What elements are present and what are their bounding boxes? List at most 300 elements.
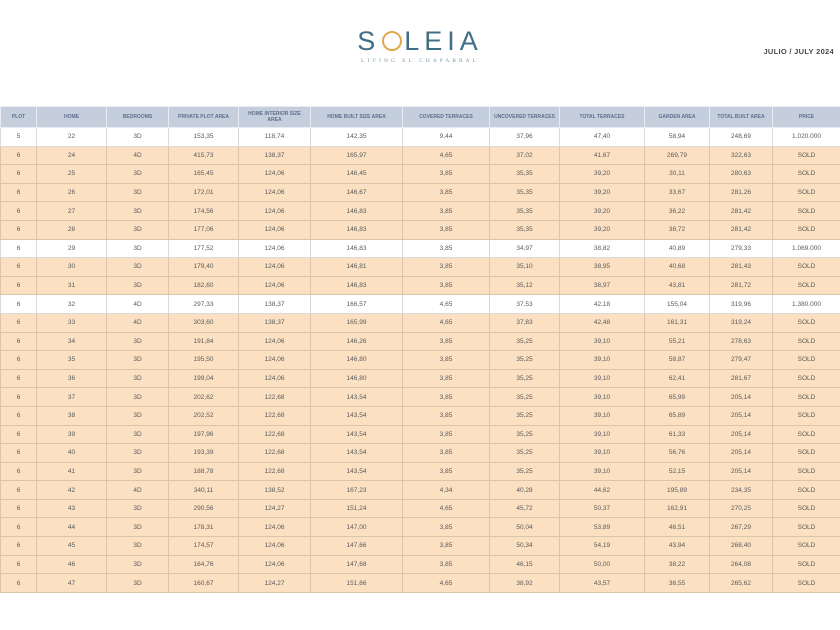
table-cell: 147,00 [311, 518, 403, 537]
table-cell: 36,22 [645, 202, 710, 221]
table-cell: 146,67 [311, 183, 403, 202]
table-cell: 46 [37, 555, 107, 574]
table-cell: 42,18 [560, 295, 645, 314]
table-cell: 38,22 [645, 555, 710, 574]
table-cell: 146,83 [311, 276, 403, 295]
table-cell: 65,99 [645, 388, 710, 407]
table-cell: 27 [37, 202, 107, 221]
table-cell: 138,37 [239, 313, 311, 332]
price-cell: SOLD [773, 332, 840, 351]
table-cell: 202,62 [169, 388, 239, 407]
table-cell: 6 [1, 406, 37, 425]
table-cell: 35,25 [490, 406, 560, 425]
price-cell: SOLD [773, 481, 840, 500]
table-cell: 44,62 [560, 481, 645, 500]
table-cell: 61,33 [645, 425, 710, 444]
table-cell: 146,45 [311, 165, 403, 184]
table-row [1, 258, 840, 277]
table-cell: 39,20 [560, 220, 645, 239]
table-row [1, 555, 840, 574]
table-cell: 3D [107, 425, 169, 444]
price-cell: 1.020.000 [773, 128, 840, 147]
table-cell: 146,83 [311, 239, 403, 258]
table-cell: 124,06 [239, 183, 311, 202]
price-cell: SOLD [773, 406, 840, 425]
table-cell: 340,11 [169, 481, 239, 500]
table-cell: 40,28 [490, 481, 560, 500]
table-cell: 146,26 [311, 332, 403, 351]
table-cell: 4,65 [403, 499, 490, 518]
table-cell: 43 [37, 499, 107, 518]
table-cell: 38,92 [490, 574, 560, 593]
table-cell: 4D [107, 481, 169, 500]
table-cell: 124,06 [239, 351, 311, 370]
table-cell: 43,81 [645, 276, 710, 295]
table-row [1, 239, 840, 258]
table-cell: 3,85 [403, 276, 490, 295]
table-cell: 6 [1, 295, 37, 314]
table-cell: 6 [1, 183, 37, 202]
table-cell: 65,89 [645, 406, 710, 425]
table-cell: 205,14 [710, 406, 773, 425]
table-cell: 3,85 [403, 425, 490, 444]
table-cell: 4,65 [403, 295, 490, 314]
table-cell: 35,25 [490, 351, 560, 370]
table-row [1, 202, 840, 221]
table-cell: 35,35 [490, 165, 560, 184]
table-cell: 124,06 [239, 165, 311, 184]
price-cell: SOLD [773, 146, 840, 165]
table-row [1, 388, 840, 407]
table-cell: 50,34 [490, 537, 560, 556]
table-cell: 265,62 [710, 574, 773, 593]
table-cell: 6 [1, 239, 37, 258]
table-cell: 281,42 [710, 220, 773, 239]
table-cell: 3D [107, 388, 169, 407]
table-cell: 6 [1, 388, 37, 407]
table-cell: 3,85 [403, 388, 490, 407]
table-cell: 122,68 [239, 425, 311, 444]
table-cell: 3,85 [403, 369, 490, 388]
column-header: UNCOVERED TERRACES [490, 107, 560, 128]
table-cell: 4,65 [403, 313, 490, 332]
table-cell: 146,80 [311, 351, 403, 370]
table-cell: 33 [37, 313, 107, 332]
table-cell: 41,67 [560, 146, 645, 165]
column-header: PLOT [1, 107, 37, 128]
table-cell: 6 [1, 332, 37, 351]
table-cell: 165,45 [169, 165, 239, 184]
table-row [1, 165, 840, 184]
table-cell: 3,85 [403, 444, 490, 463]
table-cell: 197,96 [169, 425, 239, 444]
table-cell: 55,21 [645, 332, 710, 351]
table-cell: 3D [107, 555, 169, 574]
table-cell: 43,57 [560, 574, 645, 593]
table-cell: 172,01 [169, 183, 239, 202]
table-cell: 3,85 [403, 258, 490, 277]
table-cell: 40 [37, 444, 107, 463]
table-cell: 30,11 [645, 165, 710, 184]
table-body [1, 128, 840, 593]
table-cell: 122,68 [239, 462, 311, 481]
table-cell: 22 [37, 128, 107, 147]
price-cell: SOLD [773, 165, 840, 184]
table-row [1, 499, 840, 518]
table-cell: 3,85 [403, 332, 490, 351]
table-cell: 58,94 [645, 128, 710, 147]
table-row [1, 425, 840, 444]
table-cell: 122,68 [239, 388, 311, 407]
table-cell: 195,50 [169, 351, 239, 370]
column-header: COVERED TERRACES [403, 107, 490, 128]
table-cell: 58,87 [645, 351, 710, 370]
table-cell: 124,06 [239, 220, 311, 239]
table-cell: 48,51 [645, 518, 710, 537]
table-cell: 281,43 [710, 258, 773, 277]
table-cell: 34 [37, 332, 107, 351]
table-cell: 165,97 [311, 146, 403, 165]
price-list-date: JULIO / JULY 2024 [763, 47, 834, 56]
table-cell: 6 [1, 313, 37, 332]
table-cell: 319,24 [710, 313, 773, 332]
column-header: BEDROOMS [107, 107, 169, 128]
table-row [1, 220, 840, 239]
table-cell: 53,89 [560, 518, 645, 537]
table-cell: 147,68 [311, 555, 403, 574]
table-cell: 151,24 [311, 499, 403, 518]
table-cell: 151,66 [311, 574, 403, 593]
table-cell: 6 [1, 518, 37, 537]
table-cell: 26 [37, 183, 107, 202]
table-cell: 40,89 [645, 239, 710, 258]
table-cell: 415,73 [169, 146, 239, 165]
table-cell: 118,74 [239, 128, 311, 147]
table-cell: 4D [107, 146, 169, 165]
table-cell: 3D [107, 258, 169, 277]
table-cell: 3D [107, 574, 169, 593]
table-cell: 122,68 [239, 406, 311, 425]
table-cell: 6 [1, 499, 37, 518]
table-cell: 3,85 [403, 202, 490, 221]
column-header: TOTAL TERRACES [560, 107, 645, 128]
table-cell: 24 [37, 146, 107, 165]
table-cell: 322,63 [710, 146, 773, 165]
price-cell: SOLD [773, 276, 840, 295]
table-cell: 43,94 [645, 537, 710, 556]
table-cell: 37,96 [490, 128, 560, 147]
table-cell: 122,68 [239, 444, 311, 463]
table-cell: 3D [107, 369, 169, 388]
table-cell: 39,10 [560, 406, 645, 425]
column-header: PRIVATE PLOT AREA [169, 107, 239, 128]
table-cell: 124,27 [239, 499, 311, 518]
table-cell: 3D [107, 165, 169, 184]
table-cell: 4D [107, 295, 169, 314]
table-cell: 34,97 [490, 239, 560, 258]
table-cell: 39,10 [560, 332, 645, 351]
table-cell: 279,47 [710, 351, 773, 370]
table-cell: 177,52 [169, 239, 239, 258]
table-row [1, 332, 840, 351]
table-cell: 146,83 [311, 202, 403, 221]
table-cell: 45 [37, 537, 107, 556]
table-cell: 248,69 [710, 128, 773, 147]
table-cell: 35,25 [490, 388, 560, 407]
price-cell: SOLD [773, 313, 840, 332]
table-cell: 193,39 [169, 444, 239, 463]
price-cell: SOLD [773, 444, 840, 463]
table-cell: 4,34 [403, 481, 490, 500]
table-cell: 124,06 [239, 276, 311, 295]
table-row [1, 444, 840, 463]
table-cell: 3D [107, 128, 169, 147]
table-cell: 138,37 [239, 295, 311, 314]
table-cell: 124,06 [239, 239, 311, 258]
table-cell: 146,80 [311, 369, 403, 388]
sun-icon [382, 31, 402, 51]
table-cell: 42,48 [560, 313, 645, 332]
table-row [1, 481, 840, 500]
table-cell: 3,85 [403, 555, 490, 574]
price-cell: SOLD [773, 555, 840, 574]
table-cell: 303,60 [169, 313, 239, 332]
table-cell: 39,10 [560, 388, 645, 407]
price-cell: 1.069.000 [773, 239, 840, 258]
table-cell: 155,04 [645, 295, 710, 314]
table-cell: 234,35 [710, 481, 773, 500]
table-cell: 147,66 [311, 537, 403, 556]
table-cell: 199,04 [169, 369, 239, 388]
table-cell: 37,53 [490, 295, 560, 314]
table-cell: 39,20 [560, 183, 645, 202]
table-cell: 177,06 [169, 220, 239, 239]
table-cell: 28 [37, 220, 107, 239]
table-cell: 297,33 [169, 295, 239, 314]
table-cell: 35,35 [490, 202, 560, 221]
table-row [1, 183, 840, 202]
column-header: HOME BUILT SIZE AREA [311, 107, 403, 128]
table-cell: 33,67 [645, 183, 710, 202]
table-cell: 39,10 [560, 351, 645, 370]
table-cell: 3,85 [403, 183, 490, 202]
table-cell: 138,37 [239, 146, 311, 165]
table-cell: 6 [1, 220, 37, 239]
table-cell: 205,14 [710, 462, 773, 481]
table-cell: 143,54 [311, 462, 403, 481]
table-cell: 6 [1, 462, 37, 481]
table-cell: 3,85 [403, 220, 490, 239]
table-cell: 32 [37, 295, 107, 314]
table-cell: 5 [1, 128, 37, 147]
table-row [1, 462, 840, 481]
table-cell: 3D [107, 518, 169, 537]
table-cell: 3D [107, 406, 169, 425]
price-list-table [0, 106, 840, 593]
table-cell: 56,76 [645, 444, 710, 463]
table-cell: 6 [1, 258, 37, 277]
table-cell: 3D [107, 183, 169, 202]
price-cell: SOLD [773, 425, 840, 444]
table-cell: 39,10 [560, 425, 645, 444]
price-cell: SOLD [773, 518, 840, 537]
table-cell: 39,10 [560, 369, 645, 388]
table-cell: 264,08 [710, 555, 773, 574]
table-cell: 142,35 [311, 128, 403, 147]
table-cell: 146,81 [311, 258, 403, 277]
table-cell: 6 [1, 425, 37, 444]
table-cell: 124,06 [239, 369, 311, 388]
table-cell: 167,23 [311, 481, 403, 500]
table-cell: 31 [37, 276, 107, 295]
table-cell: 124,06 [239, 202, 311, 221]
table-row [1, 146, 840, 165]
table-cell: 50,04 [490, 518, 560, 537]
table-cell: 3D [107, 332, 169, 351]
table-cell: 205,14 [710, 388, 773, 407]
table-cell: 3D [107, 462, 169, 481]
table-cell: 62,41 [645, 369, 710, 388]
table-cell: 6 [1, 202, 37, 221]
table-cell: 178,31 [169, 518, 239, 537]
table-cell: 39,10 [560, 444, 645, 463]
table-row [1, 351, 840, 370]
table-cell: 25 [37, 165, 107, 184]
table-cell: 269,79 [645, 146, 710, 165]
table-cell: 281,67 [710, 369, 773, 388]
price-cell: SOLD [773, 462, 840, 481]
table-cell: 38,97 [560, 276, 645, 295]
brand-logo [0, 26, 840, 64]
table-cell: 188,78 [169, 462, 239, 481]
column-header: TOTAL BUILT AREA [710, 107, 773, 128]
table-cell: 35,25 [490, 444, 560, 463]
table-cell: 37,83 [490, 313, 560, 332]
table-cell: 6 [1, 165, 37, 184]
table-cell: 38,72 [645, 220, 710, 239]
table-cell: 38 [37, 406, 107, 425]
table-cell: 6 [1, 351, 37, 370]
table-cell: 38,55 [645, 574, 710, 593]
table-cell: 30 [37, 258, 107, 277]
table-cell: 47,40 [560, 128, 645, 147]
table-cell: 281,72 [710, 276, 773, 295]
table-cell: 268,40 [710, 537, 773, 556]
table-cell: 161,31 [645, 313, 710, 332]
table-cell: 37,02 [490, 146, 560, 165]
table-cell: 39 [37, 425, 107, 444]
price-cell: SOLD [773, 220, 840, 239]
table-cell: 205,14 [710, 425, 773, 444]
table-cell: 42 [37, 481, 107, 500]
table-cell: 143,54 [311, 444, 403, 463]
table-cell: 179,40 [169, 258, 239, 277]
table-cell: 165,99 [311, 313, 403, 332]
table-cell: 3,85 [403, 351, 490, 370]
table-row [1, 128, 840, 147]
table-cell: 50,37 [560, 499, 645, 518]
table-cell: 3,85 [403, 406, 490, 425]
table-cell: 50,00 [560, 555, 645, 574]
table-cell: 278,63 [710, 332, 773, 351]
table-cell: 38,82 [560, 239, 645, 258]
table-cell: 4,65 [403, 574, 490, 593]
table-cell: 153,35 [169, 128, 239, 147]
table-cell: 39,20 [560, 165, 645, 184]
price-cell: SOLD [773, 351, 840, 370]
table-cell: 4D [107, 313, 169, 332]
table-cell: 6 [1, 276, 37, 295]
table-cell: 281,26 [710, 183, 773, 202]
table-cell: 54,19 [560, 537, 645, 556]
table-cell: 160,67 [169, 574, 239, 593]
table-cell: 6 [1, 444, 37, 463]
table-cell: 124,06 [239, 537, 311, 556]
table-row [1, 295, 840, 314]
table-cell: 29 [37, 239, 107, 258]
table-cell: 143,54 [311, 388, 403, 407]
price-cell: SOLD [773, 574, 840, 593]
table-cell: 35,10 [490, 258, 560, 277]
table-cell: 124,06 [239, 518, 311, 537]
table-cell: 39,20 [560, 202, 645, 221]
table-cell: 267,29 [710, 518, 773, 537]
table-cell: 41 [37, 462, 107, 481]
table-cell: 124,27 [239, 574, 311, 593]
table-cell: 9,44 [403, 128, 490, 147]
table-cell: 143,54 [311, 425, 403, 444]
table-cell: 195,89 [645, 481, 710, 500]
table-cell: 3,85 [403, 239, 490, 258]
table-header-row [1, 107, 840, 128]
table-cell: 202,52 [169, 406, 239, 425]
table-cell: 280,63 [710, 165, 773, 184]
price-cell: 1.380.000 [773, 295, 840, 314]
table-cell: 35,25 [490, 332, 560, 351]
table-cell: 124,06 [239, 555, 311, 574]
table-cell: 205,14 [710, 444, 773, 463]
table-cell: 319,96 [710, 295, 773, 314]
table-cell: 35 [37, 351, 107, 370]
table-cell: 6 [1, 574, 37, 593]
table-cell: 3D [107, 499, 169, 518]
price-cell: SOLD [773, 388, 840, 407]
table-row [1, 537, 840, 556]
table-cell: 3D [107, 202, 169, 221]
table-cell: 35,35 [490, 220, 560, 239]
table-cell: 191,84 [169, 332, 239, 351]
table-row [1, 276, 840, 295]
table-cell: 35,25 [490, 462, 560, 481]
table-cell: 39,10 [560, 462, 645, 481]
table-cell: 4,65 [403, 146, 490, 165]
price-cell: SOLD [773, 499, 840, 518]
table-row [1, 406, 840, 425]
table-cell: 36 [37, 369, 107, 388]
table-cell: 3D [107, 351, 169, 370]
table-cell: 164,76 [169, 555, 239, 574]
table-cell: 3D [107, 444, 169, 463]
table-cell: 38,95 [560, 258, 645, 277]
table-cell: 279,33 [710, 239, 773, 258]
table-cell: 3,85 [403, 462, 490, 481]
table-cell: 45,72 [490, 499, 560, 518]
table-cell: 3,85 [403, 165, 490, 184]
table-cell: 6 [1, 369, 37, 388]
table-cell: 52,15 [645, 462, 710, 481]
table-cell: 6 [1, 537, 37, 556]
table-row [1, 518, 840, 537]
